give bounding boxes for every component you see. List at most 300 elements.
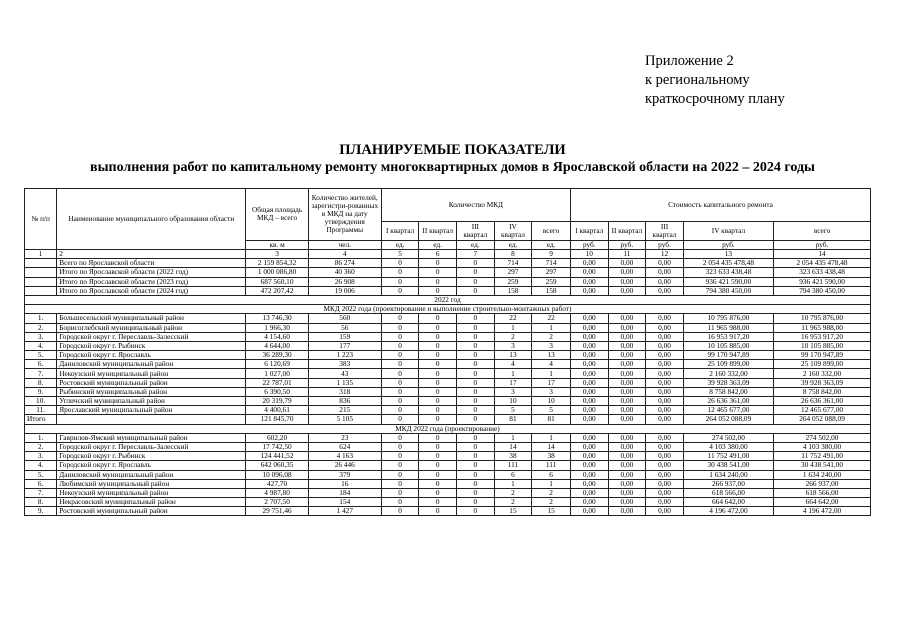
table-row: [25, 452, 871, 461]
table-cell: 318: [308, 387, 381, 396]
table-cell: 158: [532, 286, 571, 295]
table-cell: 664 642,00: [774, 498, 871, 507]
table-cell: 0,00: [646, 488, 684, 497]
table-row: [25, 461, 871, 470]
table-cell: 11: [608, 250, 646, 259]
table-cell: 0,00: [646, 369, 684, 378]
table-cell: 323 633 438,48: [774, 268, 871, 277]
table-cell: Городской округ г. Ярославль: [57, 351, 246, 360]
table-cell: 0: [457, 341, 495, 350]
table-cell: 12 465 677,00: [774, 406, 871, 415]
table-cell: 2 160 332,00: [774, 369, 871, 378]
table-cell: 10 795 876,00: [774, 314, 871, 323]
table-cell: 1: [494, 369, 532, 378]
table-cell: 1: [532, 323, 571, 332]
header-q1: I квартал: [381, 221, 419, 240]
table-cell: 0,00: [608, 442, 646, 451]
table-cell: 0,00: [646, 507, 684, 516]
table-cell: 0: [457, 488, 495, 497]
table-cell: 16: [308, 479, 381, 488]
table-cell: 22 787,01: [246, 378, 308, 387]
totals-row: [25, 286, 871, 295]
header-num: № п/п: [25, 189, 57, 250]
table-cell: 4: [494, 360, 532, 369]
table-cell: 11 752 491,00: [774, 452, 871, 461]
table-cell: 13: [532, 351, 571, 360]
table-cell: 9.: [25, 507, 57, 516]
table-cell: 16 953 917,20: [683, 332, 773, 341]
table-cell: 3.: [25, 332, 57, 341]
table-cell: Городской округ г. Переславль-Залесский: [57, 332, 246, 341]
table-cell: 17 742,50: [246, 442, 308, 451]
table-cell: 25 109 899,00: [683, 360, 773, 369]
table-cell: 0: [381, 369, 419, 378]
table-cell: 0,00: [646, 360, 684, 369]
table-row: [25, 341, 871, 350]
table-cell: 0,00: [608, 498, 646, 507]
table-cell: 0,00: [570, 433, 608, 442]
table-cell: 618 566,00: [774, 488, 871, 497]
table-cell: 266 937,00: [683, 479, 773, 488]
header-cost-q2: II квартал: [608, 221, 646, 240]
table-cell: 4.: [25, 461, 57, 470]
header-mkd-count: Количество МКД: [381, 189, 570, 222]
table-cell: 99 170 947,89: [683, 351, 773, 360]
table-row: [25, 479, 871, 488]
table-cell: 15: [494, 507, 532, 516]
table-cell: Городской округ г. Переславль-Залесский: [57, 442, 246, 451]
table-cell: 4.: [25, 341, 57, 350]
table-cell: 11 965 988,00: [683, 323, 773, 332]
table-cell: 0: [419, 442, 457, 451]
table-cell: Ростовский муниципальный район: [57, 378, 246, 387]
table-cell: 264 052 088,09: [774, 415, 871, 424]
table-cell: 0,00: [570, 268, 608, 277]
table-cell: 6.: [25, 479, 57, 488]
table-cell: Некрасовский муниципальный район: [57, 498, 246, 507]
table-cell: 0: [419, 461, 457, 470]
header-cost-q3: III квартал: [646, 221, 684, 240]
table-cell: 6 120,69: [246, 360, 308, 369]
table-cell: 1 135: [308, 378, 381, 387]
table-cell: Городской округ г. Рыбинск: [57, 341, 246, 350]
table-cell: 0,00: [608, 378, 646, 387]
table-cell: 10 795 876,00: [683, 314, 773, 323]
table-cell: 0,00: [608, 461, 646, 470]
table-cell: Любимский муниципальный район: [57, 479, 246, 488]
table-cell: 618 566,00: [683, 488, 773, 497]
table-cell: Угличский муниципальный район: [57, 397, 246, 406]
unit-rub: руб.: [683, 240, 773, 249]
table-cell: 0: [419, 277, 457, 286]
table-cell: 0: [457, 286, 495, 295]
table-cell: 0: [381, 378, 419, 387]
section-label: МКД 2022 года (проектирование): [25, 424, 871, 433]
table-cell: 0,00: [608, 433, 646, 442]
table-cell: 0,00: [646, 378, 684, 387]
table-cell: 0: [381, 360, 419, 369]
table-cell: 936 421 590,00: [774, 277, 871, 286]
table-cell: 2.: [25, 323, 57, 332]
table-cell: 26 908: [308, 277, 381, 286]
table-cell: 8.: [25, 498, 57, 507]
table-cell: 17: [532, 378, 571, 387]
table-cell: Итого: [25, 415, 57, 424]
table-cell: 0,00: [608, 323, 646, 332]
table-cell: 1.: [25, 433, 57, 442]
table-row: [25, 351, 871, 360]
table-cell: 2: [494, 488, 532, 497]
table-cell: 0,00: [570, 277, 608, 286]
table-cell: 0,00: [570, 351, 608, 360]
table-cell: 81: [494, 415, 532, 424]
table-cell: 0,00: [646, 406, 684, 415]
table-cell: 0: [457, 479, 495, 488]
table-cell: 19 006: [308, 286, 381, 295]
table-row: [25, 314, 871, 323]
table-cell: 0,00: [646, 314, 684, 323]
table-cell: 0: [457, 323, 495, 332]
table-cell: 794 380 450,00: [774, 286, 871, 295]
table-cell: 9: [532, 250, 571, 259]
table-cell: 16 953 917,20: [774, 332, 871, 341]
table-cell: 0: [419, 378, 457, 387]
table-cell: 5: [532, 406, 571, 415]
table-cell: 0: [457, 415, 495, 424]
table-cell: 0: [419, 488, 457, 497]
table-cell: 1 634 240,00: [683, 470, 773, 479]
table-cell: 0,00: [646, 498, 684, 507]
table-cell: 2 054 435 478,48: [683, 259, 773, 268]
table-cell: 10 096,08: [246, 470, 308, 479]
table-cell: 664 642,00: [683, 498, 773, 507]
table-cell: Ростовский муниципальный район: [57, 507, 246, 516]
header-residents: Количество жителей, зарегистри-рованных в МКД на дату утверждения Программы: [308, 189, 381, 241]
table-cell: 26 636 361,00: [683, 397, 773, 406]
table-cell: 4 400,61: [246, 406, 308, 415]
table-cell: 2: [57, 250, 246, 259]
table-row: [25, 406, 871, 415]
table-cell: 0: [381, 314, 419, 323]
table-cell: 5 105: [308, 415, 381, 424]
table-cell: 3: [494, 387, 532, 396]
table-cell: 0: [419, 314, 457, 323]
appendix-line: Приложение 2: [645, 53, 734, 69]
year-row: [25, 295, 871, 304]
table-cell: 0: [381, 507, 419, 516]
table-cell: 4: [308, 250, 381, 259]
table-cell: 0: [457, 259, 495, 268]
indicators-table: [24, 188, 871, 516]
table-cell: 36 289,30: [246, 351, 308, 360]
table-cell: 1: [532, 433, 571, 442]
table-cell: 0: [419, 259, 457, 268]
table-cell: 0: [381, 470, 419, 479]
table-cell: 0: [419, 268, 457, 277]
table-cell: 26 636 361,00: [774, 397, 871, 406]
table-cell: 0: [419, 507, 457, 516]
table-cell: 0: [381, 461, 419, 470]
table-cell: 12: [646, 250, 684, 259]
table-cell: 0: [381, 433, 419, 442]
table-row: [25, 488, 871, 497]
table-cell: 0,00: [608, 332, 646, 341]
table-cell: 0: [457, 406, 495, 415]
table-cell: 0,00: [608, 479, 646, 488]
table-cell: 0,00: [646, 286, 684, 295]
table-cell: 836: [308, 397, 381, 406]
header-name: Наименование муниципального образования области: [57, 189, 246, 250]
table-cell: 0: [381, 387, 419, 396]
table-cell: 0: [419, 369, 457, 378]
table-cell: 2: [494, 498, 532, 507]
table-cell: 56: [308, 323, 381, 332]
table-cell: 1: [532, 369, 571, 378]
unit-people: чел.: [308, 240, 381, 249]
table-cell: 936 421 590,00: [683, 277, 773, 286]
table-cell: 17: [494, 378, 532, 387]
table-row: [25, 442, 871, 451]
table-cell: [57, 415, 246, 424]
table-cell: [25, 259, 57, 268]
table-cell: 0: [381, 397, 419, 406]
header-q2: II квартал: [419, 221, 457, 240]
table-cell: 2: [532, 332, 571, 341]
table-cell: 0,00: [570, 507, 608, 516]
table-cell: 0: [457, 387, 495, 396]
table-cell: 0: [457, 461, 495, 470]
table-cell: Городской округ г. Рыбинск: [57, 452, 246, 461]
table-cell: 0,00: [570, 341, 608, 350]
table-cell: 0,00: [570, 488, 608, 497]
table-cell: Борисоглебский муниципальный район: [57, 323, 246, 332]
table-cell: 0,00: [608, 341, 646, 350]
table-cell: 0: [419, 498, 457, 507]
table-cell: 0: [419, 323, 457, 332]
unit-count: ед.: [381, 240, 419, 249]
table-cell: 1: [25, 250, 57, 259]
table-cell: 23: [308, 433, 381, 442]
table-cell: 264 052 088,09: [683, 415, 773, 424]
table-cell: Некоузский муниципальный район: [57, 488, 246, 497]
table-cell: 0,00: [646, 351, 684, 360]
table-cell: 0: [381, 268, 419, 277]
table-cell: [25, 268, 57, 277]
table-cell: 0: [381, 323, 419, 332]
table-cell: 0,00: [608, 387, 646, 396]
table-cell: 26 446: [308, 461, 381, 470]
table-cell: 0,00: [608, 277, 646, 286]
table-row: [25, 369, 871, 378]
table-cell: 0,00: [646, 323, 684, 332]
table-cell: 10: [570, 250, 608, 259]
table-cell: 158: [494, 286, 532, 295]
table-cell: 6: [419, 250, 457, 259]
table-cell: 1: [494, 433, 532, 442]
table-cell: 0: [419, 286, 457, 295]
table-cell: 0,00: [646, 461, 684, 470]
table-cell: 0,00: [646, 415, 684, 424]
table-cell: 9.: [25, 387, 57, 396]
table-row: [25, 470, 871, 479]
table-cell: 5: [381, 250, 419, 259]
section-label: МКД 2022 года (проектирование и выполнение строительно-монтажных работ): [25, 305, 871, 314]
table-cell: 7.: [25, 488, 57, 497]
table-cell: 297: [494, 268, 532, 277]
header-q4: IV квартал: [494, 221, 532, 240]
table-row: [25, 507, 871, 516]
table-cell: Городской округ г. Ярославль: [57, 461, 246, 470]
table-cell: 184: [308, 488, 381, 497]
unit-count: ед.: [419, 240, 457, 249]
table-cell: 0: [457, 314, 495, 323]
table-cell: 43: [308, 369, 381, 378]
table-cell: 794 380 450,00: [683, 286, 773, 295]
table-cell: 0,00: [608, 406, 646, 415]
table-cell: 472 207,42: [246, 286, 308, 295]
table-cell: 0: [419, 406, 457, 415]
table-cell: 3: [532, 341, 571, 350]
table-cell: 2 054 435 478,48: [774, 259, 871, 268]
table-cell: 0,00: [608, 268, 646, 277]
table-cell: 2: [532, 488, 571, 497]
table-cell: 0,00: [570, 498, 608, 507]
table-cell: 0: [381, 498, 419, 507]
table-cell: 99 170 947,89: [774, 351, 871, 360]
table-cell: 1: [532, 479, 571, 488]
table-cell: 5.: [25, 470, 57, 479]
table-cell: 8 758 842,00: [683, 387, 773, 396]
table-cell: 0,00: [570, 259, 608, 268]
table-cell: 0: [419, 351, 457, 360]
table-cell: 642 060,35: [246, 461, 308, 470]
table-cell: 2 707,50: [246, 498, 308, 507]
table-cell: 0,00: [570, 461, 608, 470]
table-cell: 86 274: [308, 259, 381, 268]
table-cell: 714: [532, 259, 571, 268]
document-subtitle: выполнения работ по капитальному ремонту многоквартирных домов в Ярославской области на 2022 – 2024 годы: [90, 160, 815, 175]
table-cell: 323 633 438,48: [683, 268, 773, 277]
table-cell: 0,00: [570, 360, 608, 369]
table-cell: 0,00: [570, 314, 608, 323]
table-cell: 0: [381, 488, 419, 497]
table-cell: 0,00: [608, 415, 646, 424]
table-cell: 4 154,60: [246, 332, 308, 341]
table-cell: 0: [457, 268, 495, 277]
table-cell: 12 465 677,00: [683, 406, 773, 415]
table-row: [25, 415, 871, 424]
totals-row: [25, 259, 871, 268]
table-cell: 3: [532, 387, 571, 396]
table-cell: 0,00: [570, 406, 608, 415]
table-cell: 4 644,00: [246, 341, 308, 350]
table-cell: 0,00: [646, 332, 684, 341]
table-cell: 0: [457, 332, 495, 341]
unit-rub: руб.: [570, 240, 608, 249]
table-cell: Итого по Ярославской области (2022 год): [57, 268, 246, 277]
table-row: [25, 378, 871, 387]
header-cost-total: всего: [774, 221, 871, 240]
table-cell: 10 105 885,00: [683, 341, 773, 350]
table-cell: 0,00: [608, 397, 646, 406]
table-cell: 0,00: [608, 507, 646, 516]
table-cell: 0: [457, 360, 495, 369]
table-cell: 0: [419, 479, 457, 488]
table-cell: 6.: [25, 360, 57, 369]
unit-count: ед.: [457, 240, 495, 249]
table-cell: 0: [457, 351, 495, 360]
table-cell: 0,00: [570, 369, 608, 378]
table-row: [25, 397, 871, 406]
table-cell: 8 758 842,00: [774, 387, 871, 396]
table-cell: 177: [308, 341, 381, 350]
section-row: [25, 424, 871, 433]
table-cell: 111: [532, 461, 571, 470]
table-cell: 30 438 541,00: [774, 461, 871, 470]
table-cell: Большесельский муниципальный район: [57, 314, 246, 323]
document-title: ПЛАНИРУЕМЫЕ ПОКАЗАТЕЛИ: [339, 142, 566, 158]
table-cell: 1 223: [308, 351, 381, 360]
table-cell: 38: [532, 452, 571, 461]
table-cell: 13: [494, 351, 532, 360]
table-cell: Итого по Ярославской области (2023 год): [57, 277, 246, 286]
table-cell: 39 928 363,09: [683, 378, 773, 387]
table-cell: 2: [494, 332, 532, 341]
table-cell: 0,00: [608, 369, 646, 378]
table-cell: 0,00: [608, 314, 646, 323]
table-cell: 4 163: [308, 452, 381, 461]
table-cell: 560: [308, 314, 381, 323]
table-cell: 0: [419, 470, 457, 479]
table-cell: 0: [419, 387, 457, 396]
table-cell: 0: [457, 498, 495, 507]
table-cell: 0,00: [570, 415, 608, 424]
unit-rub: руб.: [646, 240, 684, 249]
table-cell: 3: [494, 341, 532, 350]
table-cell: 0,00: [570, 332, 608, 341]
table-cell: 0: [457, 433, 495, 442]
table-cell: 0,00: [608, 259, 646, 268]
table-cell: 259: [494, 277, 532, 286]
table-cell: 0: [419, 341, 457, 350]
table-cell: 38: [494, 452, 532, 461]
header-cost-q1: I квартал: [570, 221, 608, 240]
table-header-row: [25, 189, 871, 222]
table-cell: 10: [532, 397, 571, 406]
table-cell: Некоузский муниципальный район: [57, 369, 246, 378]
table-cell: 13 746,30: [246, 314, 308, 323]
table-cell: 0,00: [646, 479, 684, 488]
table-cell: 0: [419, 415, 457, 424]
section-row: [25, 305, 871, 314]
table-cell: 0: [419, 433, 457, 442]
table-cell: 687 560,10: [246, 277, 308, 286]
table-cell: 10.: [25, 397, 57, 406]
table-cell: 624: [308, 442, 381, 451]
table-cell: 1 000 086,80: [246, 268, 308, 277]
table-cell: 0: [419, 332, 457, 341]
table-cell: 121 845,70: [246, 415, 308, 424]
table-cell: 0: [419, 360, 457, 369]
table-cell: 0,00: [570, 397, 608, 406]
table-cell: 0,00: [608, 360, 646, 369]
table-cell: 0,00: [646, 259, 684, 268]
table-cell: 14: [494, 442, 532, 451]
table-cell: 0,00: [646, 442, 684, 451]
appendix-line: краткосрочному плану: [645, 91, 785, 107]
table-cell: 714: [494, 259, 532, 268]
table-cell: 22: [494, 314, 532, 323]
